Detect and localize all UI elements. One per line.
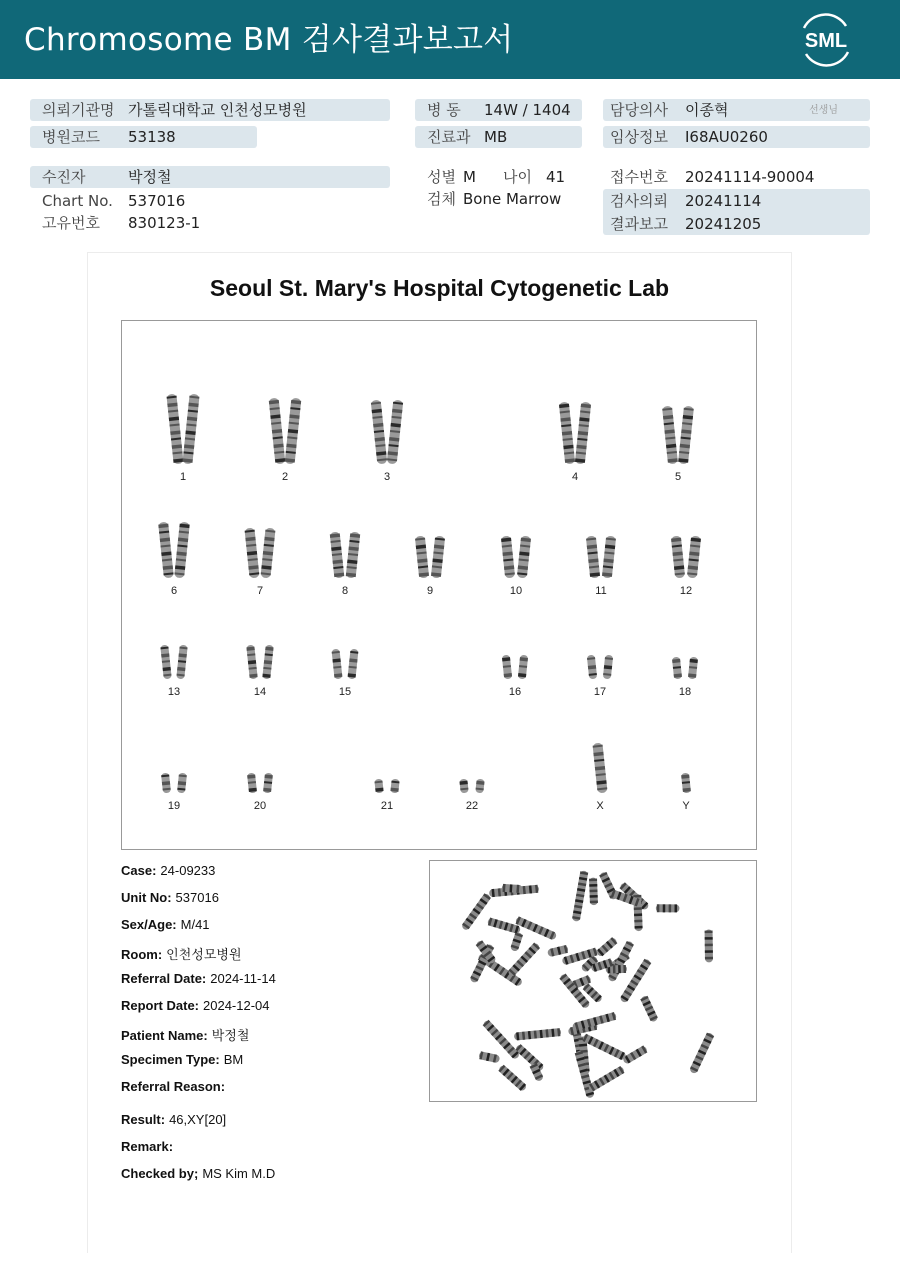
request-row [603,190,870,212]
doctor-suffix: 선생님 [809,105,838,116]
metaphase-chromosome [705,929,713,962]
patient-row [30,166,390,188]
specimen-row [415,188,585,210]
chromosome-21-0 [374,779,383,794]
karyotype-label-18: 18 [678,686,692,698]
checked-value: MS Kim M.D [202,1166,276,1181]
id-label: 고유번호 [42,214,100,232]
chromosome-13-0 [160,645,172,680]
karyotype-label-1: 1 [179,471,187,483]
chromosome-16-0 [502,655,512,680]
header-bar [0,0,900,79]
metaphase-chromosome [547,945,569,958]
chromosome-19-1 [177,773,187,794]
karyotype-label-19: 19 [167,800,181,812]
referral-reason-line [121,1079,229,1094]
result-label: Result: [121,1112,166,1127]
chromosome-19-0 [161,773,171,794]
metaphase-chromosome [461,892,492,931]
hospital-code-value: 53138 [128,128,176,146]
metaphase-panel [429,860,757,1102]
patient-name-line [121,1025,249,1044]
ward-value: 14W / 1404 [484,101,571,119]
remark-line [121,1139,177,1154]
report-label: 결과보고 [610,215,668,233]
chromosome-10-1 [517,536,531,579]
checked-label: Checked by; [121,1166,199,1181]
karyotype-label-X: X [596,800,604,812]
chromosome-13-1 [176,645,188,680]
karyotype-label-21: 21 [380,800,394,812]
metaphase-chromosome [572,870,589,922]
chromosome-7-1 [260,528,275,579]
specimen-type-line [121,1052,243,1067]
chromosome-17-1 [603,655,613,680]
karyotype-label-5: 5 [674,471,682,483]
karyotype-label-9: 9 [426,585,434,597]
patient-value: 박정철 [128,168,172,186]
chromosome-22-1 [475,779,484,794]
metaphase-chromosome [502,884,523,893]
metaphase-chromosome [498,1064,528,1092]
karyotype-label-17: 17 [593,686,607,698]
metaphase-chromosome [587,1065,625,1092]
karyotype-label-20: 20 [253,800,267,812]
chromosome-14-1 [262,645,274,680]
clinical-value: I68AU0260 [685,128,768,146]
sex-value: M [463,168,476,186]
chromosome-20-1 [263,773,273,794]
chromosome-16-1 [518,655,528,680]
clinical-label: 임상정보 [610,128,668,146]
metaphase-chromosome [622,1045,648,1065]
remark-label: Remark: [121,1139,174,1154]
chart-value: 537016 [128,192,186,210]
chromosome-4-1 [575,402,591,465]
hospital-code-row [30,126,257,148]
report-title: Chromosome BM 검사결과보고서 [24,22,514,58]
referral-date-label: Referral Date: [121,971,207,986]
sexage-line [121,917,210,932]
karyotype-label-12: 12 [679,585,693,597]
chromosome-3-1 [387,400,404,465]
logo-text: SML [804,30,848,52]
chromosome-8-1 [346,532,361,579]
result-line [121,1112,226,1127]
report-date-value: 2024-12-04 [203,998,270,1013]
sml-logo [796,12,856,68]
chromosome-12-0 [671,536,685,579]
metaphase-chromosome [478,1051,500,1063]
karyotype-label-Y: Y [682,800,690,812]
department-row [415,126,582,148]
request-label: 검사의뢰 [610,192,668,210]
karyotype-panel [121,320,757,850]
sex-age-row [415,166,585,188]
chromosome-11-1 [602,536,616,579]
age-value: 41 [546,168,566,186]
request-value: 20241114 [685,192,762,210]
case-label: Case: [121,863,157,878]
doctor-row [603,99,870,121]
checked-line [121,1166,275,1181]
karyotype-image [122,321,756,849]
patient-name-value: 박정철 [211,1028,250,1043]
chromosome-17-0 [587,655,597,680]
karyotype-label-16: 16 [508,686,522,698]
report-date-line [121,998,270,1013]
report-value: 20241205 [685,215,762,233]
specimen-label: 검체 [427,190,456,208]
case-value: 24-09233 [160,863,216,878]
chromosome-8-0 [330,532,345,579]
room-line [121,944,242,963]
department-value: MB [484,128,508,146]
chromosome-18-1 [688,657,698,680]
chromosome-5-1 [678,406,694,465]
karyotype-label-6: 6 [170,585,178,597]
karyotype-label-8: 8 [341,585,349,597]
department-label: 진료과 [427,128,471,146]
chromosome-1-0 [166,394,183,465]
chart-label: Chart No. [42,192,113,210]
karyotype-label-11: 11 [595,585,607,597]
chromosome-18-0 [672,657,682,680]
unit-label: Unit No: [121,890,172,905]
receipt-label: 접수번호 [610,168,668,186]
sexage-label: Sex/Age: [121,917,177,932]
karyotype-label-2: 2 [281,471,289,483]
clinical-row [603,126,870,148]
ward-label: 병 동 [427,101,461,119]
id-value: 830123-1 [128,214,201,232]
chromosome-14-0 [246,645,258,680]
chromosome-6-1 [174,522,190,579]
karyotype-label-15: 15 [338,686,352,698]
chromosome-3-0 [371,400,388,465]
age-label: 나이 [503,168,532,186]
karyotype-label-10: 10 [509,585,523,597]
sexage-value: M/41 [180,917,210,932]
karyotype-label-14: 14 [253,686,267,698]
karyotype-label-22: 22 [465,800,479,812]
karyotype-label-4: 4 [571,471,579,483]
sex-label: 성별 [427,168,456,186]
chromosome-7-0 [244,528,259,579]
chromosome-21-1 [390,779,399,794]
doctor-label: 담당의사 [610,101,668,119]
cytogenetic-report [87,252,792,1253]
karyotype-label-3: 3 [383,471,391,483]
chromosome-X-0 [592,743,607,794]
karyotype-label-7: 7 [256,585,264,597]
room-label: Room: [121,947,163,962]
metaphase-chromosome [656,904,680,912]
chromosome-15-1 [347,649,358,680]
receipt-value: 20241114-90004 [685,168,815,186]
metaphase-chromosome [487,917,521,934]
chromosome-6-0 [158,522,174,579]
institution-row [30,99,390,121]
report-date-label: Report Date: [121,998,200,1013]
metaphase-spread-image [430,861,756,1101]
result-value: 46,XY[20] [169,1112,227,1127]
chromosome-1-1 [182,394,199,465]
metaphase-chromosome [640,995,659,1023]
specimen-value: Bone Marrow [463,190,562,208]
referral-reason-label: Referral Reason: [121,1079,226,1094]
patient-name-label: Patient Name: [121,1028,208,1043]
metaphase-chromosome [589,878,598,906]
chromosome-Y-0 [681,773,691,794]
institution-label: 의뢰기관명 [42,101,115,119]
chromosome-11-0 [586,536,600,579]
chromosome-22-0 [459,779,468,794]
id-row [30,212,390,234]
receipt-row [603,166,870,188]
unit-line [121,890,219,905]
metaphase-chromosome [510,932,523,953]
metaphase-chromosome [582,1033,627,1061]
hospital-code-label: 병원코드 [42,128,100,146]
chromosome-10-0 [501,536,515,579]
report-date-row [603,213,870,235]
chromosome-15-0 [331,649,342,680]
institution-value: 가톨릭대학교 인천성모병원 [128,101,307,119]
case-line [121,863,215,878]
chromosome-2-0 [269,398,286,465]
specimen-type-label: Specimen Type: [121,1052,220,1067]
chromosome-9-0 [415,536,429,579]
chart-row [30,190,390,212]
metaphase-chromosome [514,1043,544,1072]
lab-title: Seoul St. Mary's Hospital Cytogenetic Lab [209,275,670,301]
patient-label: 수진자 [42,168,86,186]
referral-date-line [121,971,276,986]
chromosome-4-0 [559,402,575,465]
metaphase-chromosome [514,1028,562,1041]
referral-date-value: 2024-11-14 [210,971,276,986]
chromosome-12-1 [687,536,701,579]
room-value: 인천성모병원 [166,947,242,962]
unit-value: 537016 [175,890,219,905]
karyotype-label-13: 13 [167,686,181,698]
ward-row [415,99,582,121]
chromosome-9-1 [431,536,445,579]
chromosome-5-0 [662,406,678,465]
chromosome-20-0 [247,773,257,794]
specimen-type-value: BM [223,1052,244,1067]
chromosome-2-1 [285,398,302,465]
metaphase-chromosome [595,936,618,957]
doctor-value: 이종혁 [685,101,729,119]
metaphase-chromosome [689,1032,715,1075]
